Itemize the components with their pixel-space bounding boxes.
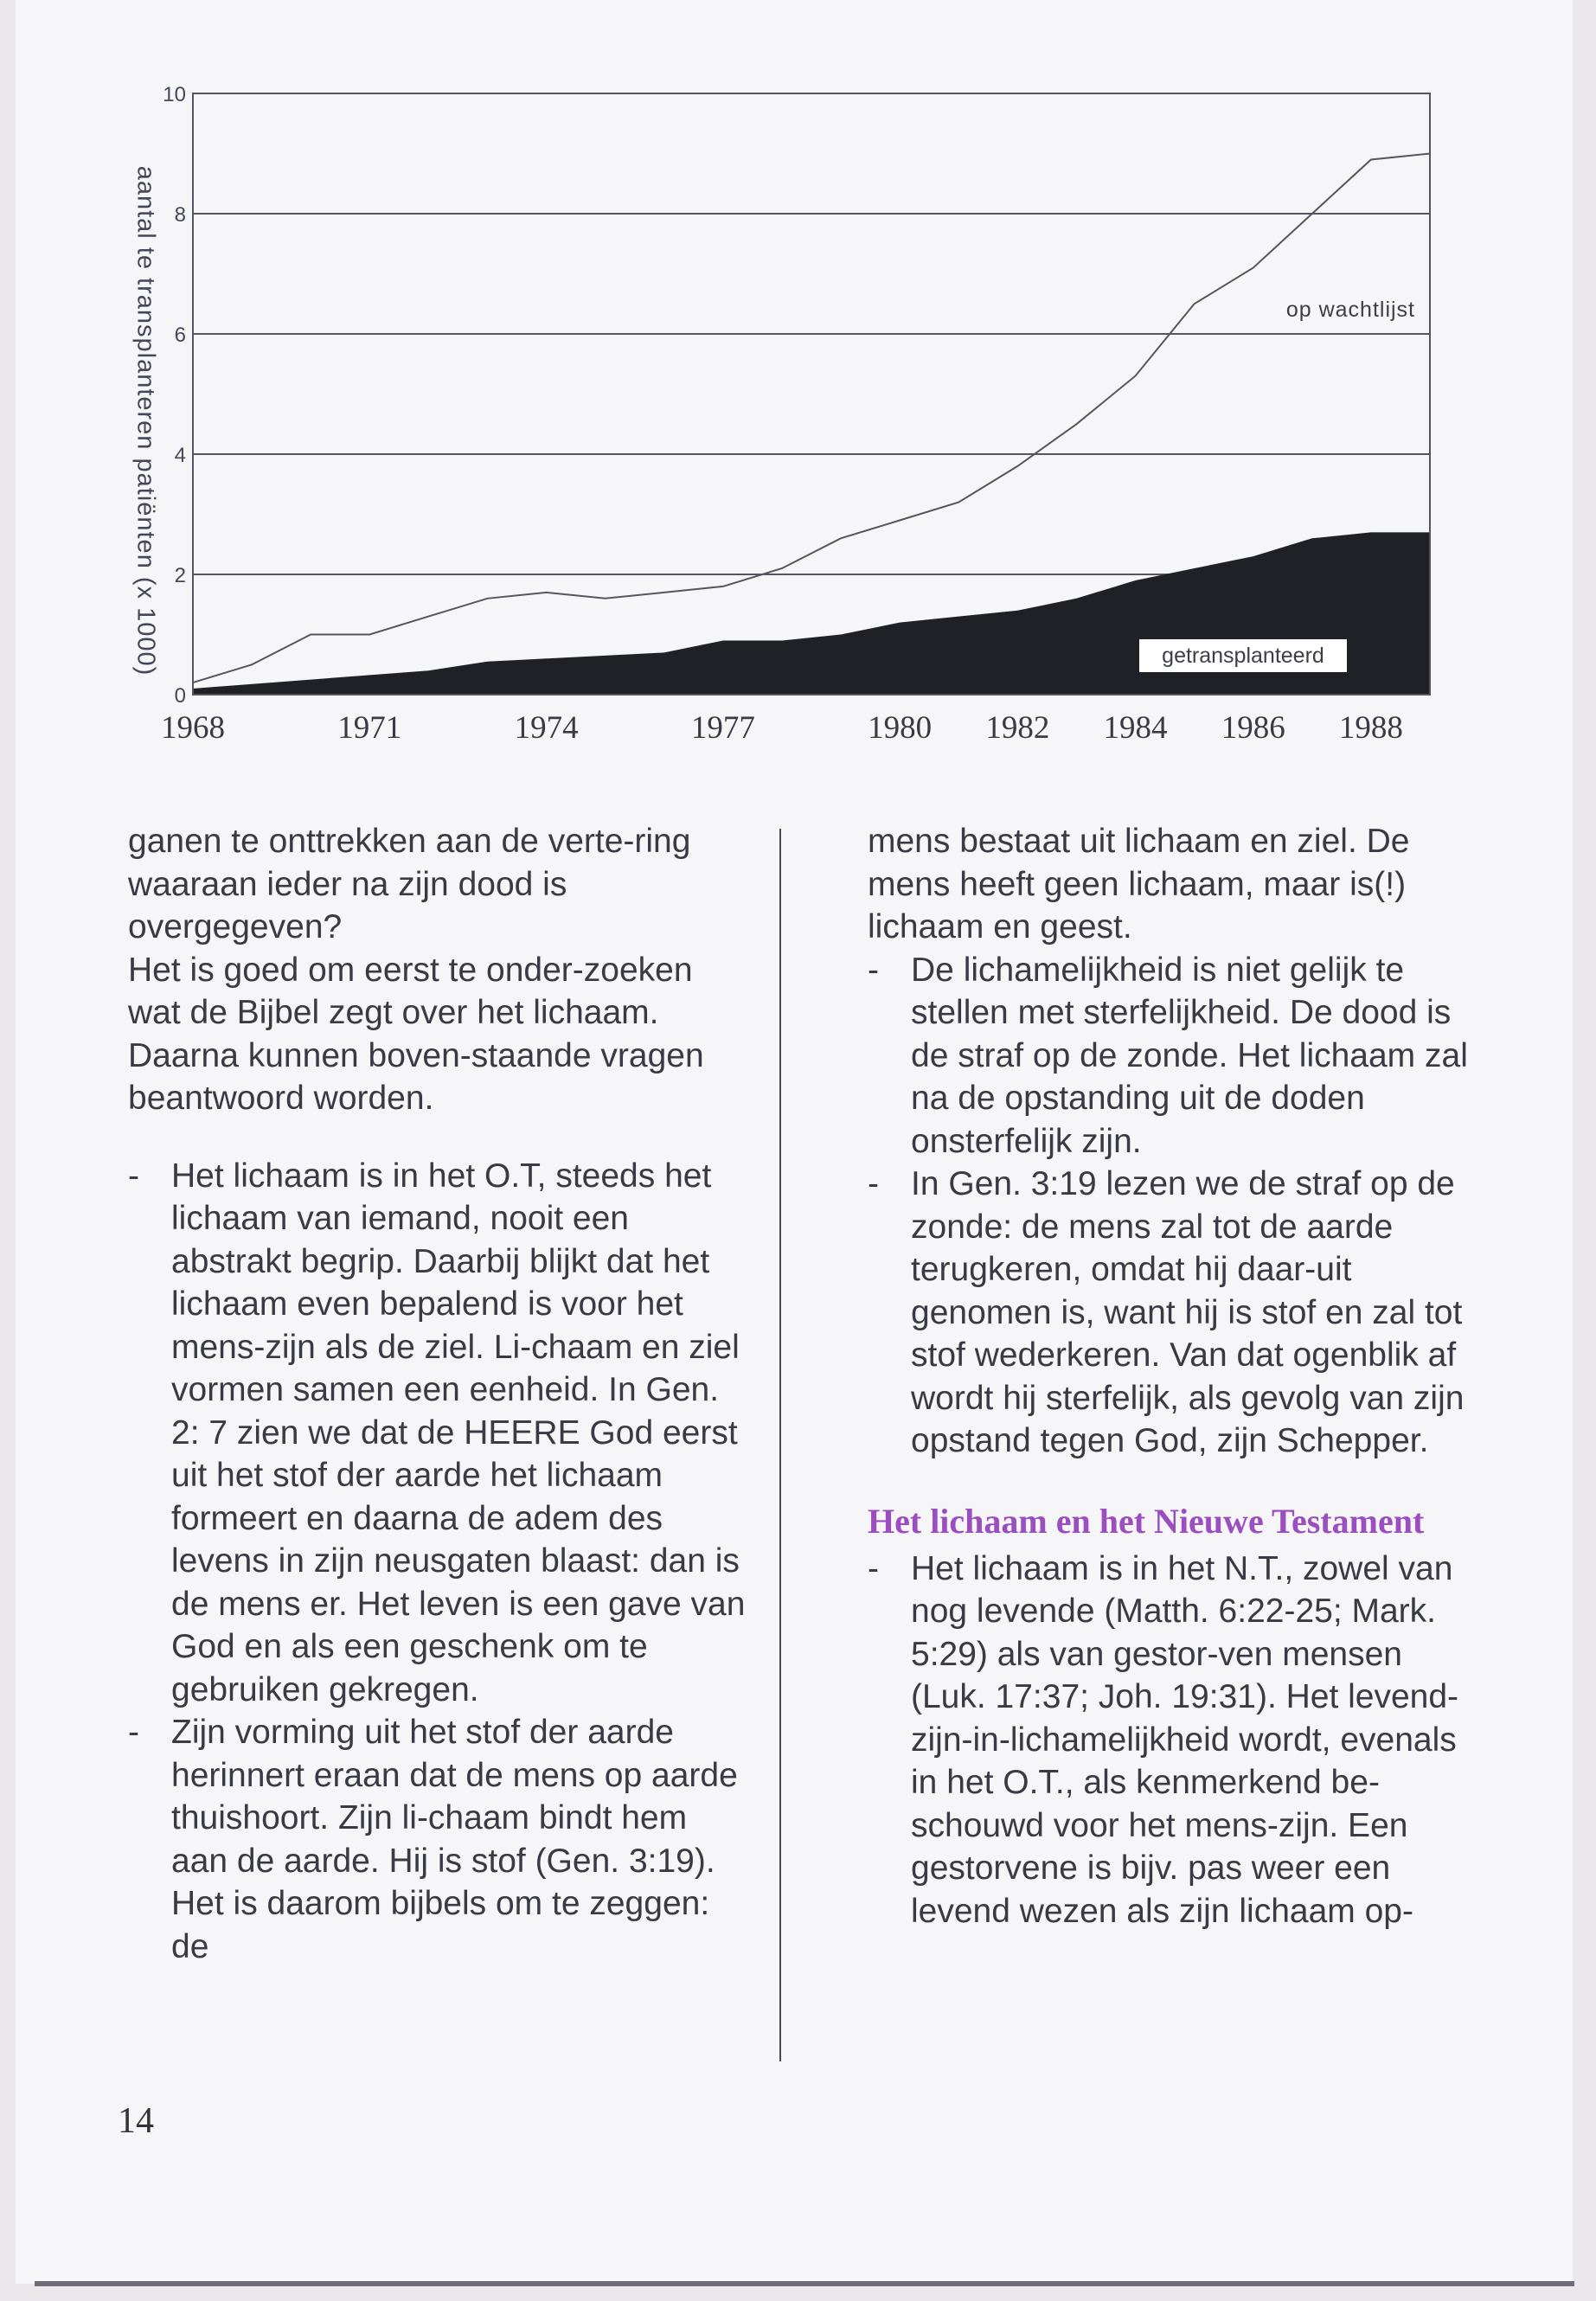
bullet-dash: - [128, 1714, 139, 1751]
x-tick-label: 1968 [161, 710, 225, 746]
book-page [16, 0, 1573, 2284]
legend-waitlist-label: op wachtlijst [1285, 298, 1415, 322]
legend-transplanted [1138, 638, 1348, 673]
y-tick-label: 10 [163, 83, 186, 106]
x-tick-label: 1971 [337, 710, 402, 746]
chart-gridlines [193, 214, 1430, 574]
bullet-text: In Gen. 3:19 lezen we de straf op de zonde: de mens zal tot de aarde terugkeren, omdat hij daar-uit genomen is, want hij is stof en zal tot stof wederkeren. Van dat ogenblik af wordt hij sterfelijk, als gevolg van zijn opstand tegen God, zijn Schepper. [911, 1165, 1465, 1459]
x-tick-label: 1984 [1103, 710, 1168, 746]
x-tick-label: 1974 [514, 710, 579, 746]
page-number: 14 [118, 2101, 154, 2141]
y-tick-label: 6 [174, 324, 186, 347]
x-tick-labels [161, 710, 1403, 746]
y-tick-label: 0 [174, 684, 186, 708]
bullet-text: Het lichaam is in het O.T, steeds het lichaam van iemand, nooit een abstrakt begrip. Daarbij blijkt dat het lichaam even bepalend is voor het mens-zijn als de ziel. Li-chaam en ziel vormen samen een eenheid. In Gen. 2: 7 zien we dat de HEERE God eerst uit het stof der aarde het lichaam formeert en daarna de adem des levens in zijn neusgaten blaast: dan is de mens er. Het leven is een gave van God en als een geschenk om te gebruiken gekregen. [171, 1157, 746, 1708]
page-bottom-rule [35, 2281, 1574, 2286]
bullet-text: Zijn vorming uit het stof der aarde herinnert eraan dat de mens op aarde thuishoort. Zijn li-chaam bindt hem aan de aarde. Hij is stof (Gen. 3:19). Het is daarom bijbels om te zeggen: de [171, 1714, 738, 1965]
section-heading: Het lichaam en het Nieuwe Testament [868, 1501, 1425, 1541]
bullet-dash: - [868, 1165, 879, 1202]
x-tick-label: 1986 [1221, 710, 1285, 746]
y-tick-labels [163, 83, 186, 708]
x-tick-label: 1980 [868, 710, 933, 746]
bullet-text: De lichamelijkheid is niet gelijk te stellen met sterfelijkheid. De dood is de straf op de zonde. Het lichaam zal na de opstanding uit de doden onsterfelijk zijn. [911, 951, 1468, 1160]
legend-waitlist [1234, 292, 1428, 325]
right-column [868, 820, 1473, 1932]
bullet-item [868, 1548, 1473, 1933]
column-divider [779, 829, 781, 2061]
bullet-dash: - [128, 1157, 139, 1195]
bullet-text: Het lichaam is in het N.T., zowel van nog levende (Matth. 6:22-25; Mark. 5:29) als van gestor-ven mensen (Luk. 17:37; Joh. 19:31). Het levend-zijn-in-lichamelijkheid wordt, evenals in het O.T., als kenmerkend be-schouwd voor het mens-zijn. Een gestorvene is bijv. pas weer een levend wezen als zijn lichaam op- [911, 1549, 1459, 1930]
y-tick-label: 2 [174, 564, 186, 587]
bullet-item [128, 1155, 751, 1712]
paragraph: Het is goed om eerst te onder-zoeken wat de Bijbel zegt over het lichaam. Daarna kunnen boven-staande vragen beantwoord worden. [128, 951, 704, 1117]
x-tick-label: 1977 [690, 710, 755, 746]
x-tick-label: 1982 [985, 710, 1050, 746]
left-column [128, 820, 751, 1968]
bullet-dash: - [868, 1549, 879, 1587]
transplant-area-chart [16, 0, 1573, 779]
paragraph: ganen te onttrekken aan de verte-ring waaraan ieder na zijn dood is overgegeven? [128, 823, 691, 945]
y-axis-label: aantal te transplanteren patiënten (x 1000) [131, 165, 160, 676]
bullet-item [128, 1711, 751, 1968]
legend-transplanted-label: getransplanteerd [1162, 644, 1324, 668]
y-tick-label: 4 [174, 444, 186, 467]
bullet-item [868, 949, 1473, 1163]
bullet-item [868, 1163, 1473, 1463]
y-tick-label: 8 [174, 203, 186, 227]
paragraph: mens bestaat uit lichaam en ziel. De mens heeft geen lichaam, maar is(!) lichaam en geest. [868, 823, 1410, 945]
x-tick-label: 1988 [1338, 710, 1403, 746]
bullet-dash: - [868, 951, 879, 989]
